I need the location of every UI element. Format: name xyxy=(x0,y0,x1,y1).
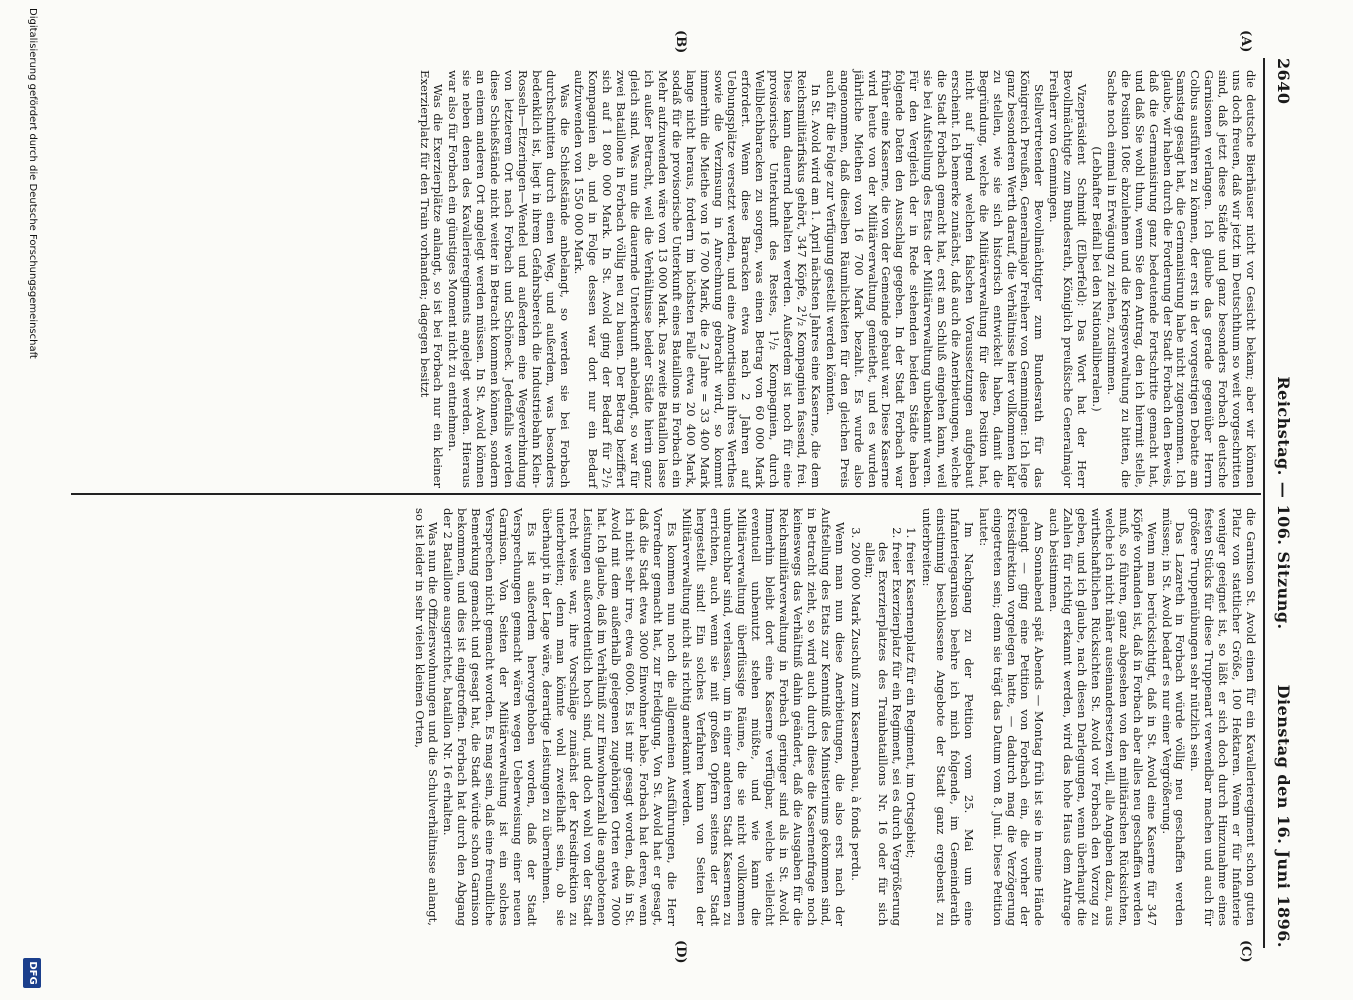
left-column xyxy=(416,70,1257,488)
page-number: 2640 xyxy=(1274,58,1293,105)
list-item: 1. freier Kasernenplatz für ein Regiment, im Ortsgebiet; xyxy=(903,542,917,926)
paragraph: Wenn man berücksichtigt, daß in St. Avold eine Kaserne für 347 Köpfe vorhanden ist, daß in Forbach aber alles neu geschaffen werden muß, so führen, ganz abgesehen von den militärischen Rücksichten, welche ich nicht näher auseinandersetzen will, alle Angaben dazu, aus wirthschaftlichen Rücksichten St. Avold vor Forbach den Vorzug zu geben, und ich glaube, nach diesen Darlegungen, wenn überhaupt die Zahlen für richtig erkannt werden, wird das hohe Haus dem Antrage auch beistimmen. xyxy=(1047,508,1159,926)
paragraph: Was nun die Offizierswohnungen und die Schulverhältnisse anlangt, so ist leider in sehr vielen kleinen Orten, xyxy=(412,508,441,926)
column-divider xyxy=(71,493,1261,495)
paragraph: Das Lazareth in Forbach würde völlig neu geschaffen werden müssen; in St. Avold bedarf es nur einer Vergrößerung. xyxy=(1159,508,1188,926)
paragraph: In St. Avold wird am 1. April nächsten Jahres eine Kaserne, die dem Reichsmilitärfiskus gehört, 347 Köpfe, 2¹/₂ Kompagnien fassend, frei. Diese kann dauernd behalten werden. Außerdem ist noch für eine provisorische Unterkunft des Restes, 1¹/₂ Kompagnien, durch Wellblechbaracken zu sorgen, was einen Betrag von 60 000 Mark erfordert. Wenn diese Baracken etwa nach 2 Jahren auf Uebungsplätze versetzt werden, und eine Amortisation ihres Werthes sowie die Verzinsung in Anrechnung gebracht wird, so kommt immerhin die Miethe von 16 700 Mark, die 2 Jahre = 33 400 Mark lange nicht heraus, fordern im höchsten Falle etwa 20 400 Mark, sodaß für die provisorische Unterkunft eines Bataillons in Forbach ein Mehr aufzuwenden wäre von 13 000 Mark. Das zweite Bataillon lasse ich außer Betracht, weil die Verhältnisse beider Städte hierin ganz gleich sind. Was nun die dauernde Unterkunft anbelangt, so war für zwei Bataillone in Forbach völlig neu zu bauen. Der Betrag beziffert sich auf 1 800 000 Mark. In St. Avold ging der Bedarf für 2¹/₂ Kompagnien ab, und in Folge dessen war dort nur ein Bedarf aufzuwenden von 1 550 000 Mark. xyxy=(572,70,823,488)
digitization-credit: Digitalisierung gefördert durch die Deutsche Forschungsgemeinschaft xyxy=(27,8,38,359)
page-header xyxy=(1267,58,1293,948)
paragraph: Wenn man nun diese Anerbietungen, die also erst nach der Aufstellung des Etats zur Kenntniß des Ministeriums gekommen sind, in Betracht zieht, so wird auch durch diese die Kasernenfrage noch keineswegs das Verhältniß dahin geändert, daß die Ausgaben für die Reichsmilitärverwaltung in Forbach geringer sind als in St. Avold. Immerhin bleibt dort eine Kaserne verfügbar, welche vielleicht eventuell unbenutzt stehen müßte, und wie kann die Militärverwaltung überflüssige Räume, die sie nicht vollkommen unbrauchbar sind, verlassen, um in einer anderen Stadt Kasernen zu errichten, auch wenn sie mit großen Opfern seitens der Stadt hergestellt sind! Ein solches Verfahren kann von Seiten der Militärverwaltung nicht als richtig anerkannt werden. xyxy=(679,508,847,926)
session-date: Dienstag den 16. Juni 1896. xyxy=(1274,684,1293,948)
paragraph: Am Sonnabend spät Abends — Montag früh ist sie in meine Hände gelangt — ging eine Petition von Forbach ein, die vorher der Kreisdirektion vorgelegen hatte, — dadurch mag die Verzögerung eingetreten sein; denn sie trägt das Datum vom 8. Juni. Diese Petition lautet: xyxy=(976,508,1047,926)
dfg-logo-icon: DFG xyxy=(23,958,41,988)
list-item: 2. freier Exerzierplatz für ein Regiment, sei es durch Vergrößerung des Exerzierplatzes des Trainbataillons Nr. 16 oder für sich allein; xyxy=(862,542,904,926)
right-column xyxy=(411,508,1257,926)
margin-mark-d: (D) xyxy=(673,940,688,964)
paragraph: Es ist außerdem hervorgehoben worden, daß der Stadt Versprechungen gemacht wären wegen Ueberweisung einer neuen Garnison. Von Seiten der Militärverwaltung ist ein solches Versprechen nicht gemacht worden. Es mag sein, daß eine freundliche Bemerkung gemacht und gesagt hat, die Stadt würde schon Garnison bekommen, und dies ist eingetroffen. Forbach hat durch den Abgang der 2 Bataillone ausgerichtet, bataillon Nr. 16 erhalten. xyxy=(441,508,539,926)
margin-mark-a: (A) xyxy=(1238,30,1253,53)
margin-mark-c: (C) xyxy=(1238,940,1253,963)
digitization-footer xyxy=(19,8,41,992)
paragraph: Es kommen nun noch die allgemeinen Ausführungen, die Herr Vorredner gemacht hat, zur Erledigung. Von St. Avold hat er gesagt, daß die Stadt etwa 3000 Einwohner habe. Forbach hat deren, wenn ich nicht sehr irre, etwa 6000. Es ist mir gesagt worden, daß in St. Avold mit dem außerhalb gelegenen zugehörigen Orten etwa 7000 hat. Ich glaube, daß im Verhältniß zur Einwohnerzahl die angebotenen Leistungen außerordentlich hoch sind, und doch wohl von der Stadt recht weise war, ihre Vorschläge zunächst der Kreisdirektion zu unterbreiten; denn man könnte wohl zweifelhaft sein, ob sie überhaupt in der Lage wäre, derartige Leistungen zu übernehmen. xyxy=(539,508,679,926)
paragraph: die Garnison St. Avold einen für ein Kavallerieregiment schon guten Platz von stattlicher Größe, 100 Hektaren. Wenn er für Infanterie weniger geeignet ist, so läßt er sich doch durch Hinzunahme eines festen Stücks für diese Truppenart verwendbar machen und auch für größere Truppenübungen sehr nützlich sein. xyxy=(1188,508,1258,926)
speaker-paragraph: Stellvertretender Bevollmächtigter zum Bundesrath für das Königreich Preußen, Generalmajor Freiherr von Gemmingen: Ich lege ganz besonderen Werth darauf, die Verhältnisse hier vollkommen klar zu stellen, wie sie sich historisch entwickelt haben, damit die Begründung, welche die Militärverwaltung für diese Position hat, nicht auf irgend welchen falschen Voraussetzungen aufgebaut erscheint. Ich bemerke zunächst, daß auch die Anerbietungen, welche die Stadt Forbach gemacht hat, erst am Schluß eingehen kann, weil sie bei Aufstellung des Etats der Militärverwaltung unbekannt waren. Für den Vergleich der in Rede stehenden beiden Städte haben folgende Daten den Ausschlag gegeben. In der Stadt Forbach war früher eine Kaserne, die von der Gemeinde gebaut war. Diese Kaserne wird heute von der Militärverwaltung gemiethet, und es wurden jährliche Miethen von 16 700 Mark bezahlt. Es wurde also angenommen, daß dieselben Räumlichkeiten für den gleichen Preis auch für die Folge zur Verfügung gestellt werden könnten. xyxy=(823,70,1047,488)
speaker-paragraph: Vizepräsident Schmidt (Elberfeld): Das Wort hat der Herr Bevollmächtigte zum Bundesrath, Königlich preußische Generalmajor Freiherr von Gemmingen. xyxy=(1047,70,1090,488)
paragraph: Was die Schießstände anbelangt, so werden sie bei Forbach durchschnitten durch einen Weg, und außerdem, was besonders bedenklich ist, liegt in ihrem Gefahrsbereich die Industriebahn Klein-Rosseln—Etzeringen—Wendel und außerdem eine Wegeverbindung von letzterem Ort nach Forbach und Schöneck. Jedenfalls werden diese Schießstände nicht weiter in Betracht kommen können, sondern an einem anderen Ort angelegt werden müssen. In St. Avold können sie neben denen des Kavallerieregiments angelegt werden. Hieraus war also für Forbach ein günstiges Moment nicht zu entnehmen. xyxy=(446,70,572,488)
header-rule xyxy=(1263,58,1265,948)
applause-note: (Lebhafter Beifall bei den Nationalliberalen.) xyxy=(1090,146,1105,412)
margin-mark-b: (B) xyxy=(673,30,688,54)
list-item: 3. 200 000 Mark Zuschuß zum Kasernenbau, à fonds perdu. xyxy=(848,542,862,926)
paragraph: Was die Exerzierplätze anlangt, so ist bei Forbach nur ein kleiner Exerzierplatz für den Train vorhanden; dagegen besitzt xyxy=(417,70,446,488)
session-title: Reichstag. — 106. Sitzung. xyxy=(1274,376,1293,630)
petition-quote: Im Nachgang zu der Petition vom 25. Mai um eine Infanteriegarnison beehre ich mich folgende, im Gemeinderath einstimmig beschlossene Angebote der Stadt ganz ergebenst zu unterbreiten: xyxy=(920,508,976,926)
paragraph: die deutsche Bierhäuser nicht vor Gesicht bekam; aber wir können uns doch freuen, daß wir jetzt im Deutschthum so weit vorgeschritten sind, daß jetzt diese Städte und ganz besonders Forbach deutsche Garnisonen verlangen. Ich glaube das gerade gegenüber Herrn Colbus ausführen zu können, der erst in der vorgestrigen Debatte am Samstag gesagt hat, die Germanisirung habe nicht zugenommen. Ich glaube, wir haben durch die Forderung der Stadt Forbach den Beweis, daß die Germanisirung ganz bedeutende Fortschritte gemacht hat, und daß Sie wohl thun, wenn Sie den Antrag, den ich hiermit stelle, die Position 108c abzulehnen und die Kriegsverwaltung zu bitten, die Sache noch einmal in Erwägung zu ziehen, zustimmen. xyxy=(1104,70,1258,488)
petition-list xyxy=(848,524,918,926)
